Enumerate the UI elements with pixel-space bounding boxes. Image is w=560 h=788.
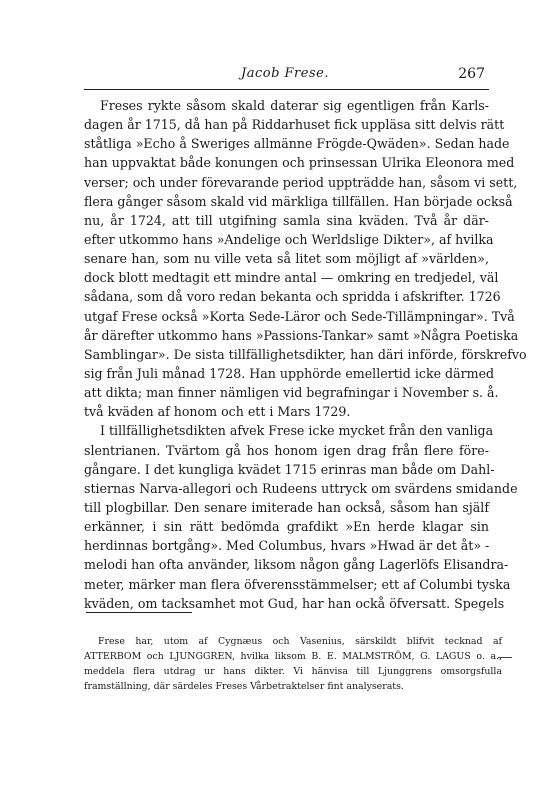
text-line: till plogbillar. Den senare imiterade han också, såsom han själf: [84, 499, 489, 515]
text-line: herdinnas bortgång». Med Columbus, hvars »Hwad är det åt» -: [84, 538, 490, 554]
text-line: slentrianen. Tvärtom gå hos honom igen drag från flere före-: [84, 442, 489, 458]
text-line: verser; och under förevarande period uppträdde han, såsom vi sett,: [84, 174, 518, 190]
text-line: I tillfällighetsdikten afvek Frese icke mycket från den vanliga: [100, 423, 494, 439]
text-line: dagen år 1715, då han på Riddarhuset fick uppläsa sitt delvis rätt: [84, 117, 505, 133]
text-line: nu, år 1724, att till utgifning samla sina kväden. Två år där-: [84, 212, 489, 228]
running-title: Jacob Frese.: [241, 66, 329, 81]
header-rule: [84, 89, 489, 90]
footnote-line: Frese har, utom af Cygnæus och Vasenius, särskildt blifvit tecknad af: [98, 636, 502, 647]
text-line: han uppvaktat både konungen och prinsessan Ulrika Eleonora med: [84, 155, 515, 171]
footnote-line: ATTERBOM och LJUNGGREN, hvilka liksom B. E. MALMSTRÖM, G. LAGUS o. a.,: [84, 651, 502, 662]
text-line: dock blott medtagit ett mindre antal — omkring en tredjedel, väl: [84, 270, 499, 286]
text-line: Freses rykte såsom skald daterar sig egentligen från Karls-: [100, 98, 489, 113]
text-line: utgaf Frese också »Korta Sede-Läror och Sede-Tillämpningar». Två: [84, 308, 515, 324]
text-line: att dikta; man finner nämligen vid begrafningar i November s. å.: [84, 385, 499, 401]
footnote: [84, 634, 502, 694]
text-line: erkänner, i sin rätt bedömda grafdikt »En herde klagar sin: [84, 519, 489, 535]
margin-dash-mark: [498, 657, 512, 658]
text-line: flera gånger såsom skald vid märkliga tillfällen. Han började också: [84, 193, 513, 209]
text-line: melodi han ofta använder, liksom någon gång Lagerlöfs Elisandra-: [84, 557, 509, 573]
text-line: år därefter utkommo hans »Passions-Tankar» samt »Några Poetiska: [84, 327, 519, 343]
text-line: efter utkommo hans »Andelige och Werldslige Dikter», af hvilka: [84, 231, 494, 247]
text-line: kväden, om tacksamhet mot Gud, har han ockå öfversatt. Spegels: [84, 595, 505, 611]
text-line: sådana, som då voro redan bekanta och spridda i afskrifter. 1726: [84, 289, 501, 305]
text-line: stiernas Narva-allegori och Rudeens uttryck om svärdens smidande: [84, 480, 518, 496]
text-line: Samblingar». De sista tillfällighetsdikter, han däri införde, förskrefvo: [84, 346, 527, 362]
page-number: 267: [458, 66, 485, 82]
text-line: meter, märker man flera öfverensstämmelser; ett af Columbi tyska: [84, 576, 511, 592]
footnote-rule: [86, 612, 192, 613]
text-line: sig från Juli månad 1728. Han upphörde emellertid icke därmed: [84, 365, 495, 381]
footnote-line: meddela flera utdrag ur hans dikter. Vi hänvisa till Ljunggrens omsorgsfulla: [84, 666, 502, 677]
running-header: [85, 66, 485, 86]
text-line: ståtliga »Echo å Sweriges allmänne Frögde-Qwäden». Sedan hade: [84, 136, 510, 152]
text-line: senare han, som nu ville veta så litet som möjligt af »världen»,: [84, 251, 489, 267]
body-text: [84, 96, 527, 613]
text-line: två kväden af honom och ett i Mars 1729.: [84, 404, 351, 420]
footnote-line: framställning, där särdeles Freses Vårbetraktelser fint analyserats.: [84, 681, 404, 692]
text-line: gångare. I det kungliga kvädet 1715 erinras man både om Dahl-: [84, 461, 495, 477]
